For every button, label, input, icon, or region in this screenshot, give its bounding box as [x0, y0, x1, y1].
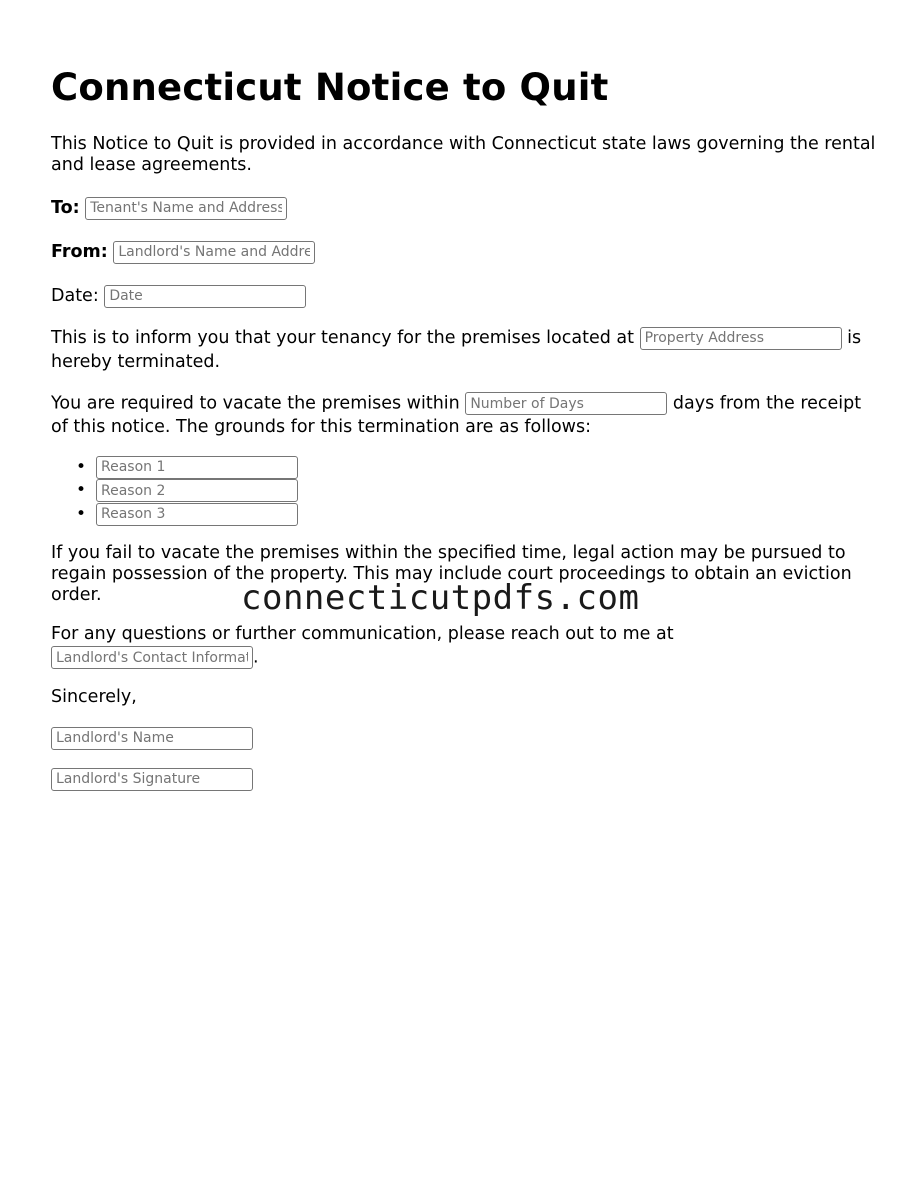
premises-text-after: is hereby terminated.	[51, 328, 862, 372]
list-item	[76, 479, 881, 503]
landlord-name-address-input[interactable]	[113, 241, 315, 264]
date-input[interactable]	[104, 285, 306, 308]
bullet-icon: •	[76, 503, 87, 524]
vacate-text-after: days from the receipt of this notice. The grounds for this termination are as follows:	[51, 393, 862, 437]
premises-paragraph	[51, 326, 881, 374]
date-label: Date:	[51, 286, 99, 306]
questions-period: .	[253, 647, 259, 668]
questions-text: For any questions or further communication, please reach out to me at	[51, 624, 674, 644]
landlord-name-input[interactable]	[51, 727, 253, 750]
questions-paragraph	[51, 623, 881, 670]
notice-document	[51, 0, 881, 791]
reasons-list	[51, 456, 881, 527]
from-label: From:	[51, 242, 108, 262]
page-title: Connecticut Notice to Quit	[51, 66, 609, 109]
property-address-input[interactable]	[640, 327, 842, 350]
legal-action-paragraph: If you fail to vacate the premises within the specified time, legal action may be pursued to regain possession of the property. This may include court proceedings to obtain an eviction order.	[51, 543, 852, 605]
date-row	[51, 284, 881, 308]
bullet-icon: •	[76, 480, 87, 500]
landlord-signature-input[interactable]	[51, 768, 253, 791]
bullet-icon: •	[76, 456, 87, 477]
tenant-name-address-input[interactable]	[85, 197, 287, 220]
watermark: connecticutpdfs.com	[241, 578, 640, 618]
premises-text-before: This is to inform you that your tenancy for the premises located at	[51, 328, 634, 348]
from-row	[51, 240, 881, 264]
to-row	[51, 196, 881, 220]
number-of-days-input[interactable]	[465, 392, 667, 415]
to-label: To:	[51, 198, 80, 218]
vacate-text-before: You are required to vacate the premises within	[51, 393, 460, 414]
list-item	[76, 456, 881, 480]
landlord-signature-row	[51, 768, 881, 791]
reason-1-input[interactable]	[96, 456, 298, 479]
reason-3-input[interactable]	[96, 503, 298, 526]
list-item	[76, 503, 881, 527]
closing-text: Sincerely,	[51, 686, 137, 707]
vacate-paragraph	[51, 392, 881, 439]
landlord-name-row	[51, 727, 881, 750]
landlord-contact-input[interactable]	[51, 646, 253, 669]
reason-2-input[interactable]	[96, 479, 298, 502]
intro-paragraph: This Notice to Quit is provided in accordance with Connecticut state laws governing the rental and lease agreements.	[51, 134, 876, 175]
